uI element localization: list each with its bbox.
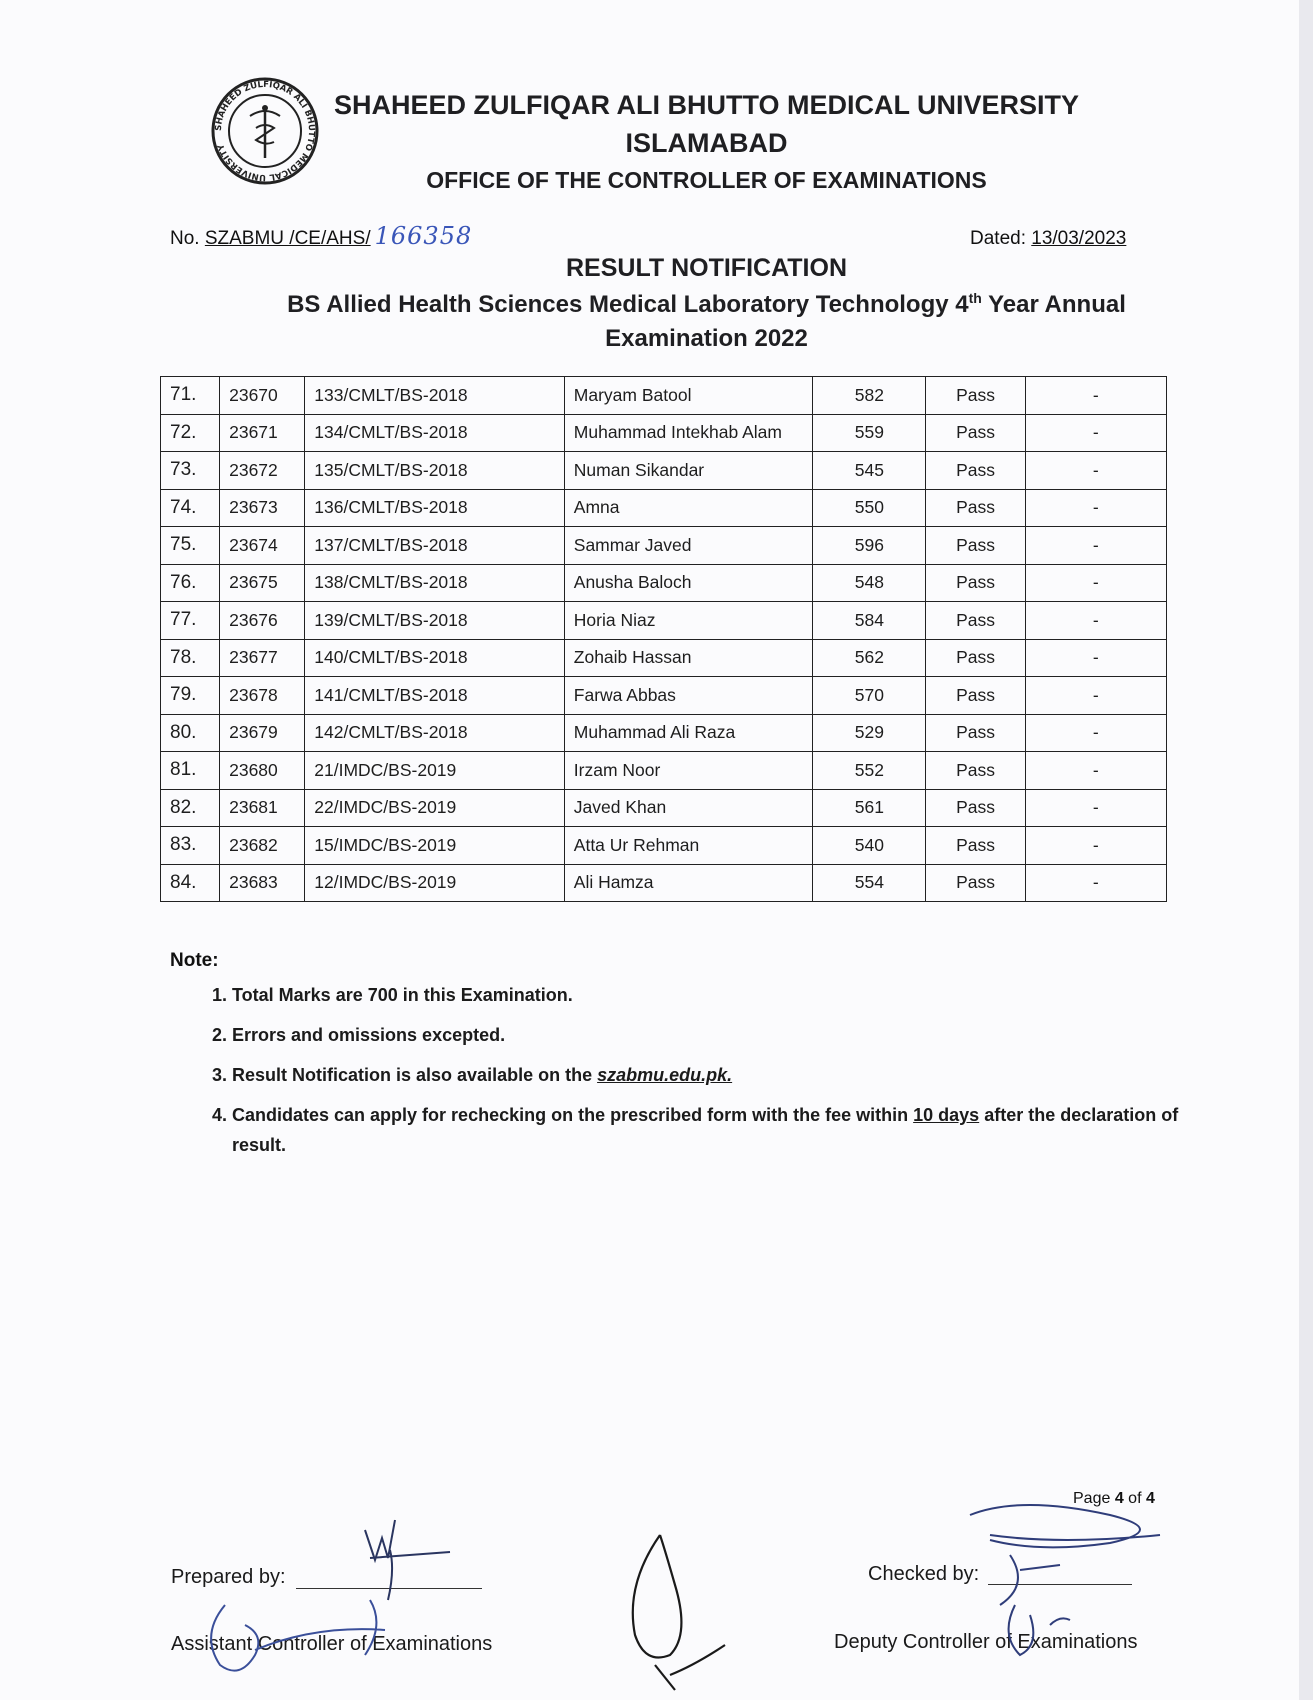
result-status-cell: Pass: [926, 452, 1025, 490]
serial-number-cell: 73.: [161, 452, 220, 490]
registration-number-cell: 135/CMLT/BS-2018: [305, 452, 565, 490]
roll-number-cell: 23675: [220, 564, 305, 602]
remarks-cell: -: [1025, 864, 1166, 902]
table-row: [161, 414, 1167, 452]
marks-obtained-cell: 582: [813, 377, 926, 415]
table-row: [161, 677, 1167, 715]
roll-number-cell: 23673: [220, 489, 305, 527]
registration-number-cell: 139/CMLT/BS-2018: [305, 602, 565, 640]
serial-number-cell: 81.: [161, 752, 220, 790]
table-row: [161, 452, 1167, 490]
roll-number-cell: 23682: [220, 827, 305, 865]
registration-number-cell: 138/CMLT/BS-2018: [305, 564, 565, 602]
result-status-cell: Pass: [926, 414, 1025, 452]
registration-number-cell: 134/CMLT/BS-2018: [305, 414, 565, 452]
roll-number-cell: 23674: [220, 527, 305, 565]
registration-number-cell: 136/CMLT/BS-2018: [305, 489, 565, 527]
student-name-cell: Ali Hamza: [564, 864, 812, 902]
serial-number-cell: 75.: [161, 527, 220, 565]
prepared-by-label: Prepared by:: [171, 1566, 286, 1588]
results-table: [160, 376, 1167, 902]
center-signature: [615, 1525, 735, 1695]
note-heading: Note:: [170, 950, 219, 971]
university-name: SHAHEED ZULFIQAR ALI BHUTTO MEDICAL UNIVERSITY: [333, 90, 1080, 120]
serial-number-cell: 76.: [161, 564, 220, 602]
roll-number-cell: 23679: [220, 714, 305, 752]
student-name-cell: Atta Ur Rehman: [564, 827, 812, 865]
roll-number-cell: 23671: [220, 414, 305, 452]
serial-number-cell: 83.: [161, 827, 220, 865]
marks-obtained-cell: 548: [813, 564, 926, 602]
roll-number-cell: 23683: [220, 864, 305, 902]
result-status-cell: Pass: [926, 789, 1025, 827]
result-status-cell: Pass: [926, 527, 1025, 565]
marks-obtained-cell: 550: [813, 489, 926, 527]
remarks-cell: -: [1025, 827, 1166, 865]
result-status-cell: Pass: [926, 714, 1025, 752]
serial-number-cell: 78.: [161, 639, 220, 677]
website-link[interactable]: szabmu.edu.pk.: [597, 1065, 733, 1085]
remarks-cell: -: [1025, 452, 1166, 490]
student-name-cell: Amna: [564, 489, 812, 527]
roll-number-cell: 23672: [220, 452, 305, 490]
marks-obtained-cell: 552: [813, 752, 926, 790]
serial-number-cell: 77.: [161, 602, 220, 640]
student-name-cell: Anusha Baloch: [564, 564, 812, 602]
reference-code: SZABMU /CE/AHS/: [204, 228, 371, 249]
checked-by-signature: [960, 1495, 1180, 1665]
serial-number-cell: 79.: [161, 677, 220, 715]
remarks-cell: -: [1025, 639, 1166, 677]
remarks-cell: -: [1025, 489, 1166, 527]
table-row: [161, 639, 1167, 677]
checked-by-label: Checked by:: [868, 1563, 980, 1585]
registration-number-cell: 141/CMLT/BS-2018: [305, 677, 565, 715]
marks-obtained-cell: 561: [813, 789, 926, 827]
note-item: 4. Candidates can apply for rechecking on the prescribed form with the fee within 10 days after the declaration of result.: [232, 1100, 1212, 1160]
remarks-cell: -: [1025, 414, 1166, 452]
result-status-cell: Pass: [926, 639, 1025, 677]
handwritten-number: 166358: [374, 222, 473, 250]
checked-by-role: Deputy Controller of Examinations: [834, 1631, 1138, 1653]
marks-obtained-cell: 554: [813, 864, 926, 902]
table-row: [161, 864, 1167, 902]
registration-number-cell: 12/IMDC/BS-2019: [305, 864, 565, 902]
marks-obtained-cell: 584: [813, 602, 926, 640]
office-name: OFFICE OF THE CONTROLLER OF EXAMINATIONS: [426, 167, 987, 193]
registration-number-cell: 21/IMDC/BS-2019: [305, 752, 565, 790]
marks-obtained-cell: 545: [813, 452, 926, 490]
roll-number-cell: 23681: [220, 789, 305, 827]
registration-number-cell: 133/CMLT/BS-2018: [305, 377, 565, 415]
notes-list: [196, 970, 1212, 1160]
marks-obtained-cell: 540: [813, 827, 926, 865]
page-number: Page 4 of 4: [1073, 1490, 1155, 1507]
result-status-cell: Pass: [926, 752, 1025, 790]
note-item: 2. Errors and omissions excepted.: [232, 1020, 1212, 1050]
result-status-cell: Pass: [926, 489, 1025, 527]
reference-number: No. SZABMU /CE/AHS/ 166358: [170, 222, 473, 250]
registration-number-cell: 140/CMLT/BS-2018: [305, 639, 565, 677]
serial-number-cell: 84.: [161, 864, 220, 902]
result-status-cell: Pass: [926, 677, 1025, 715]
table-row: [161, 489, 1167, 527]
result-status-cell: Pass: [926, 827, 1025, 865]
university-city: ISLAMABAD: [625, 128, 788, 158]
marks-obtained-cell: 559: [813, 414, 926, 452]
note-item: 1. Total Marks are 700 in this Examination.: [232, 980, 1212, 1010]
remarks-cell: -: [1025, 602, 1166, 640]
programme-title: BS Allied Health Sciences Medical Laboratory Technology 4th Year Annual: [287, 290, 1126, 318]
issue-date: Dated: 13/03/2023: [970, 228, 1127, 249]
serial-number-cell: 82.: [161, 789, 220, 827]
serial-number-cell: 74.: [161, 489, 220, 527]
table-row: [161, 714, 1167, 752]
remarks-cell: -: [1025, 564, 1166, 602]
marks-obtained-cell: 596: [813, 527, 926, 565]
prepared-by-role: Assistant Controller of Examinations: [171, 1633, 493, 1655]
registration-number-cell: 142/CMLT/BS-2018: [305, 714, 565, 752]
roll-number-cell: 23676: [220, 602, 305, 640]
table-row: [161, 789, 1167, 827]
roll-number-cell: 23677: [220, 639, 305, 677]
student-name-cell: Numan Sikandar: [564, 452, 812, 490]
remarks-cell: -: [1025, 527, 1166, 565]
table-row: [161, 827, 1167, 865]
table-row: [161, 527, 1167, 565]
result-status-cell: Pass: [926, 602, 1025, 640]
note-item: 3. Result Notification is also available on the szabmu.edu.pk.: [232, 1060, 1212, 1090]
registration-number-cell: 137/CMLT/BS-2018: [305, 527, 565, 565]
marks-obtained-cell: 570: [813, 677, 926, 715]
remarks-cell: -: [1025, 789, 1166, 827]
student-name-cell: Farwa Abbas: [564, 677, 812, 715]
student-name-cell: Muhammad Ali Raza: [564, 714, 812, 752]
serial-number-cell: 71.: [161, 377, 220, 415]
student-name-cell: Maryam Batool: [564, 377, 812, 415]
prepared-by-signature: [340, 1500, 460, 1610]
result-status-cell: Pass: [926, 564, 1025, 602]
roll-number-cell: 23678: [220, 677, 305, 715]
initial-signature: [195, 1595, 405, 1685]
svg-text:SHAHEED ZULFIQAR ALI BHUTTO ME: SHAHEED ZULFIQAR ALI BHUTTO MEDICAL UNIVERSITY: [213, 79, 317, 183]
result-status-cell: Pass: [926, 377, 1025, 415]
roll-number-cell: 23670: [220, 377, 305, 415]
table-row: [161, 377, 1167, 415]
serial-number-cell: 80.: [161, 714, 220, 752]
examination-title: Examination 2022: [605, 325, 808, 352]
result-status-cell: Pass: [926, 864, 1025, 902]
remarks-cell: -: [1025, 714, 1166, 752]
table-row: [161, 752, 1167, 790]
notification-title: RESULT NOTIFICATION: [566, 254, 847, 282]
table-row: [161, 602, 1167, 640]
registration-number-cell: 22/IMDC/BS-2019: [305, 789, 565, 827]
remarks-cell: -: [1025, 377, 1166, 415]
student-name-cell: Sammar Javed: [564, 527, 812, 565]
roll-number-cell: 23680: [220, 752, 305, 790]
marks-obtained-cell: 529: [813, 714, 926, 752]
table-row: [161, 564, 1167, 602]
remarks-cell: -: [1025, 677, 1166, 715]
registration-number-cell: 15/IMDC/BS-2019: [305, 827, 565, 865]
student-name-cell: Javed Khan: [564, 789, 812, 827]
student-name-cell: Muhammad Intekhab Alam: [564, 414, 812, 452]
student-name-cell: Horia Niaz: [564, 602, 812, 640]
student-name-cell: Zohaib Hassan: [564, 639, 812, 677]
remarks-cell: -: [1025, 752, 1166, 790]
marks-obtained-cell: 562: [813, 639, 926, 677]
student-name-cell: Irzam Noor: [564, 752, 812, 790]
serial-number-cell: 72.: [161, 414, 220, 452]
